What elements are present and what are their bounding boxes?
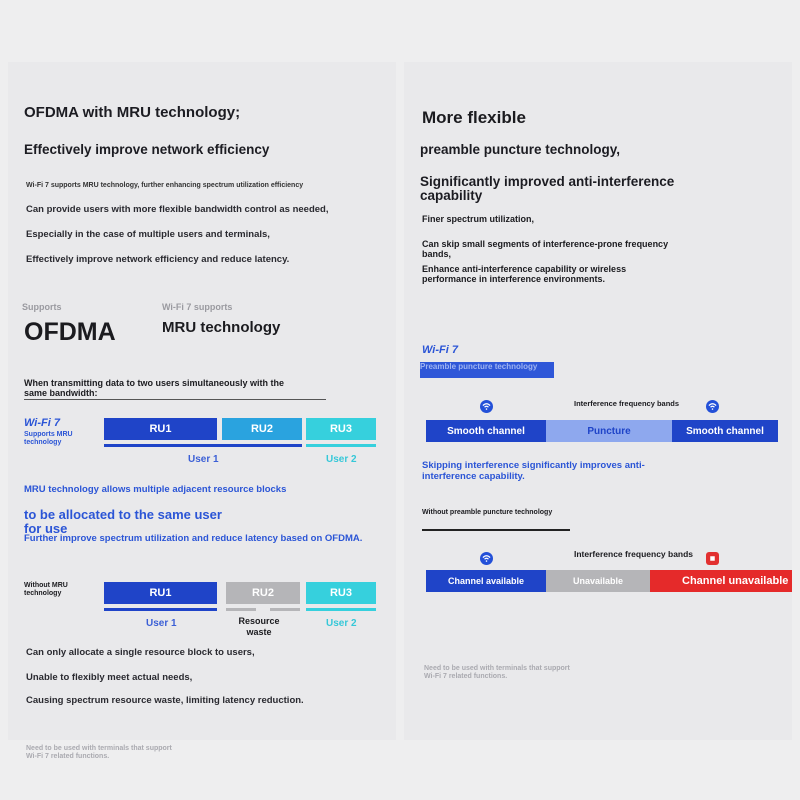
wifi7-supports-label: Wi-Fi 7 supports [162, 302, 233, 312]
left-bullet-2: Especially in the case of multiple users and terminals, [26, 229, 270, 240]
left-subtitle: Effectively improve network efficiency [24, 142, 270, 157]
right-subtitle-2: Significantly improved anti-interference capability [420, 174, 675, 203]
supports-label: Supports [22, 302, 62, 312]
user1-label-without: User 1 [146, 618, 177, 629]
unavailable-segment: Unavailable [546, 570, 650, 592]
right-title: More flexible [422, 108, 526, 127]
right-footnote: Need to be used with terminals that support Wi-Fi 7 related functions. [424, 665, 570, 680]
right-bullet-1: Finer spectrum utilization, [422, 214, 535, 224]
ru1-segment-without: RU1 [104, 582, 217, 604]
waste-bracket-a [226, 608, 256, 611]
user2-bracket [306, 444, 376, 447]
user2-label-without: User 2 [326, 618, 357, 629]
con-1: Can only allocate a single resource block to users, [26, 647, 255, 658]
right-subtitle: preamble puncture technology, [420, 142, 621, 157]
user1-bracket [104, 444, 302, 447]
ru2-segment: RU2 [222, 418, 302, 440]
wifi7-badge-sub-right: Preamble puncture technology [420, 362, 554, 378]
channel-available-segment: Channel available [426, 570, 546, 592]
wifi7-badge-sub-left: Supports MRU technology [24, 431, 73, 446]
scenario-underline [24, 399, 326, 400]
left-footnote: Need to be used with terminals that support Wi-Fi 7 related functions. [26, 745, 172, 760]
smooth-channel-left: Smooth channel [426, 420, 546, 442]
mru-note-3: Further improve spectrum utilization and reduce latency based on OFDMA. [24, 533, 363, 544]
left-bullet-1: Can provide users with more flexible bandwidth control as needed, [26, 204, 329, 215]
mru-heading: MRU technology [162, 319, 281, 336]
mru-note-1: MRU technology allows multiple adjacent resource blocks [24, 484, 287, 495]
left-bullet-3: Effectively improve network efficiency and reduce latency. [26, 254, 290, 265]
left-title: OFDMA with MRU technology; [24, 104, 241, 121]
con-3: Causing spectrum resource waste, limiting latency reduction. [26, 695, 304, 706]
left-intro: Wi-Fi 7 supports MRU technology, further enhancing spectrum utilization efficiency [26, 182, 304, 189]
user1-label: User 1 [188, 454, 219, 465]
user2-bracket-without [306, 608, 376, 611]
waste-bracket-b [270, 608, 300, 611]
wifi7-badge-right: Wi-Fi 7 [422, 344, 458, 356]
without-mru-label: Without MRU technology [24, 582, 68, 597]
resource-waste-label: Resource waste [238, 616, 280, 637]
left-panel [8, 62, 396, 740]
wifi-icon-2 [706, 400, 719, 413]
ofdma-heading: OFDMA [24, 318, 116, 346]
con-2: Unable to flexibly meet actual needs, [26, 672, 193, 683]
right-bullet-3: Enhance anti-interference capability or wireless performance in interference environments. [422, 264, 627, 284]
without-puncture-underline [422, 529, 570, 531]
ru1-segment: RU1 [104, 418, 217, 440]
right-panel [404, 62, 792, 740]
wifi-icon-3 [480, 552, 493, 565]
wifi-icon-1 [480, 400, 493, 413]
no-signal-icon [706, 552, 719, 565]
ru2-segment-without: RU2 [226, 582, 300, 604]
ru3-segment-without: RU3 [306, 582, 376, 604]
without-puncture-label: Without preamble puncture technology [422, 509, 553, 516]
user2-label: User 2 [326, 454, 357, 465]
interference-label-1: Interference frequency bands [574, 399, 680, 408]
scenario-text: When transmitting data to two users simultaneously with the same bandwidth: [24, 378, 285, 398]
channel-unavailable-segment: Channel unavailable [650, 570, 792, 592]
mru-note-2: to be allocated to the same user for use [24, 507, 222, 536]
smooth-channel-right: Smooth channel [672, 420, 778, 442]
ru3-segment: RU3 [306, 418, 376, 440]
puncture-segment: Puncture [546, 420, 672, 442]
skip-note: Skipping interference significantly improves anti-interference capability. [422, 460, 645, 482]
right-bullet-2: Can skip small segments of interference-prone frequency bands, [422, 239, 669, 259]
interference-label-2: Interference frequency bands [574, 549, 694, 559]
user1-bracket-without [104, 608, 217, 611]
wifi7-badge-left: Wi-Fi 7 [24, 417, 60, 429]
